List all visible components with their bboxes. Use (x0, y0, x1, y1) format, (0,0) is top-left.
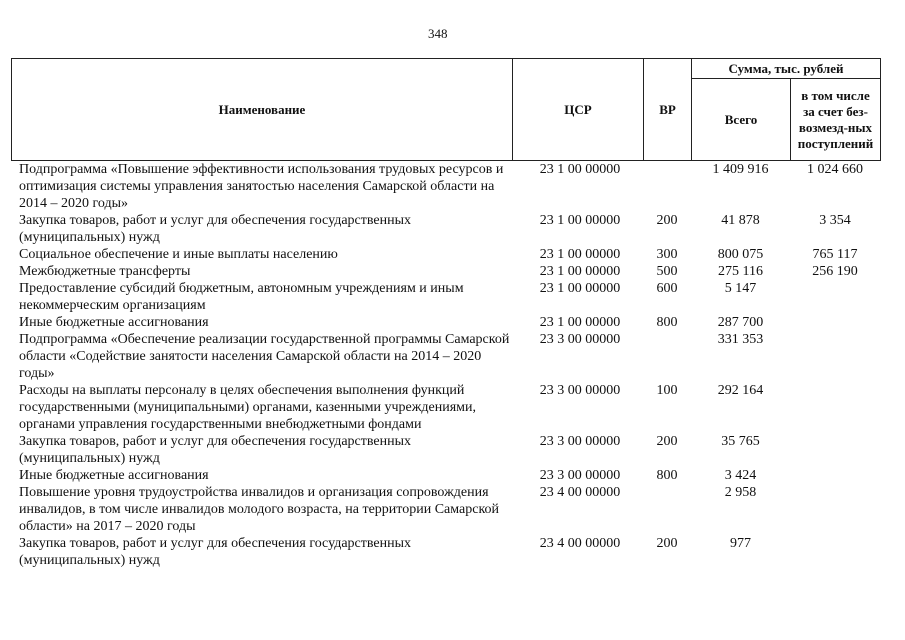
row-total: 292 164 (717, 383, 764, 398)
row-name: Закупка товаров, работ и услуг для обеспечения государственных (муниципальных) нужд (19, 536, 412, 568)
row-name: Закупка товаров, работ и услуг для обеспечения государственных (муниципальных) нужд (19, 434, 412, 466)
table-row (0, 484, 905, 535)
row-csr: 23 3 00 00000 (539, 332, 621, 347)
table-row (0, 467, 905, 484)
table-row (0, 263, 905, 280)
row-vr: 200 (656, 213, 678, 228)
row-name: Подпрограмма «Повышение эффективности использования трудовых ресурсов и оптимизация системы управления занятостью населения Самарской области на 2014 – 2020 годы» (19, 162, 504, 211)
row-total: 3 424 (724, 468, 757, 483)
row-csr: 23 3 00 00000 (539, 434, 621, 449)
row-total: 977 (730, 536, 751, 551)
row-name: Расходы на выплаты персоналу в целях обеспечения выполнения функций государственными (муниципальными) органами, казенными учреждениями, органами управления государственными внебюджетными фондами (19, 383, 476, 432)
row-total: 35 765 (721, 434, 760, 449)
table-row (0, 331, 905, 382)
row-csr: 23 3 00 00000 (539, 468, 621, 483)
row-csr: 23 1 00 00000 (539, 213, 621, 228)
row-free: 1 024 660 (807, 162, 863, 177)
row-total: 287 700 (717, 315, 764, 330)
row-total: 331 353 (717, 332, 764, 347)
row-csr: 23 1 00 00000 (539, 315, 621, 330)
row-total: 275 116 (718, 264, 763, 279)
header-sum-group: Сумма, тыс. рублей (692, 59, 881, 79)
row-name: Повышение уровня трудоустройства инвалидов и организация сопровождения инвалидов, в том числе инвалидов молодого возраста, на территории Самарской области» на 2017 – 2020 годы (19, 485, 500, 534)
row-vr: 600 (656, 281, 678, 296)
row-total: 5 147 (724, 281, 757, 296)
table-row (0, 161, 905, 212)
table-row (0, 280, 905, 314)
row-vr: 100 (656, 383, 678, 398)
row-name: Иные бюджетные ассигнования (19, 315, 209, 330)
row-vr: 200 (656, 434, 678, 449)
page-number: 348 (428, 26, 448, 41)
row-name: Межбюджетные трансферты (19, 264, 191, 279)
table-body (0, 161, 905, 569)
row-csr: 23 4 00 00000 (539, 536, 621, 551)
row-total: 41 878 (721, 213, 760, 228)
header-free: в том числе за счет без-возмезд-ных поступлений (791, 79, 881, 161)
row-vr: 200 (656, 536, 678, 551)
row-vr: 300 (656, 247, 678, 262)
row-csr: 23 1 00 00000 (539, 162, 621, 177)
row-csr: 23 1 00 00000 (539, 281, 621, 296)
row-name: Социальное обеспечение и иные выплаты населению (19, 247, 338, 262)
table-row (0, 535, 905, 569)
row-free: 765 117 (812, 247, 858, 262)
table-row (0, 382, 905, 433)
row-total: 800 075 (717, 247, 764, 262)
table-row (0, 433, 905, 467)
header-name: Наименование (12, 59, 513, 161)
row-total: 1 409 916 (712, 162, 769, 177)
header-csr: ЦСР (513, 59, 644, 161)
row-csr: 23 4 00 00000 (539, 485, 621, 500)
row-vr: 800 (656, 468, 678, 483)
row-vr: 500 (656, 264, 678, 279)
row-name: Предоставление субсидий бюджетным, автономным учреждениям и иным некоммерческим организациям (19, 281, 464, 313)
header-total: Всего (692, 79, 791, 161)
row-name: Иные бюджетные ассигнования (19, 468, 209, 483)
header-vr: ВР (644, 59, 692, 161)
row-total: 2 958 (724, 485, 757, 500)
table-row (0, 246, 905, 263)
row-csr: 23 1 00 00000 (539, 247, 621, 262)
row-name: Закупка товаров, работ и услуг для обеспечения государственных (муниципальных) нужд (19, 213, 412, 245)
table-row (0, 212, 905, 246)
row-csr: 23 1 00 00000 (539, 264, 621, 279)
row-name: Подпрограмма «Обеспечение реализации государственной программы Самарской области «Содействие занятости населения Самарской области на 2014 – 2020 годы» (19, 332, 510, 381)
row-free: 256 190 (812, 264, 858, 279)
row-vr: 800 (656, 315, 678, 330)
table-header (11, 58, 881, 161)
table-row (0, 314, 905, 331)
row-free: 3 354 (819, 213, 851, 228)
row-csr: 23 3 00 00000 (539, 383, 621, 398)
